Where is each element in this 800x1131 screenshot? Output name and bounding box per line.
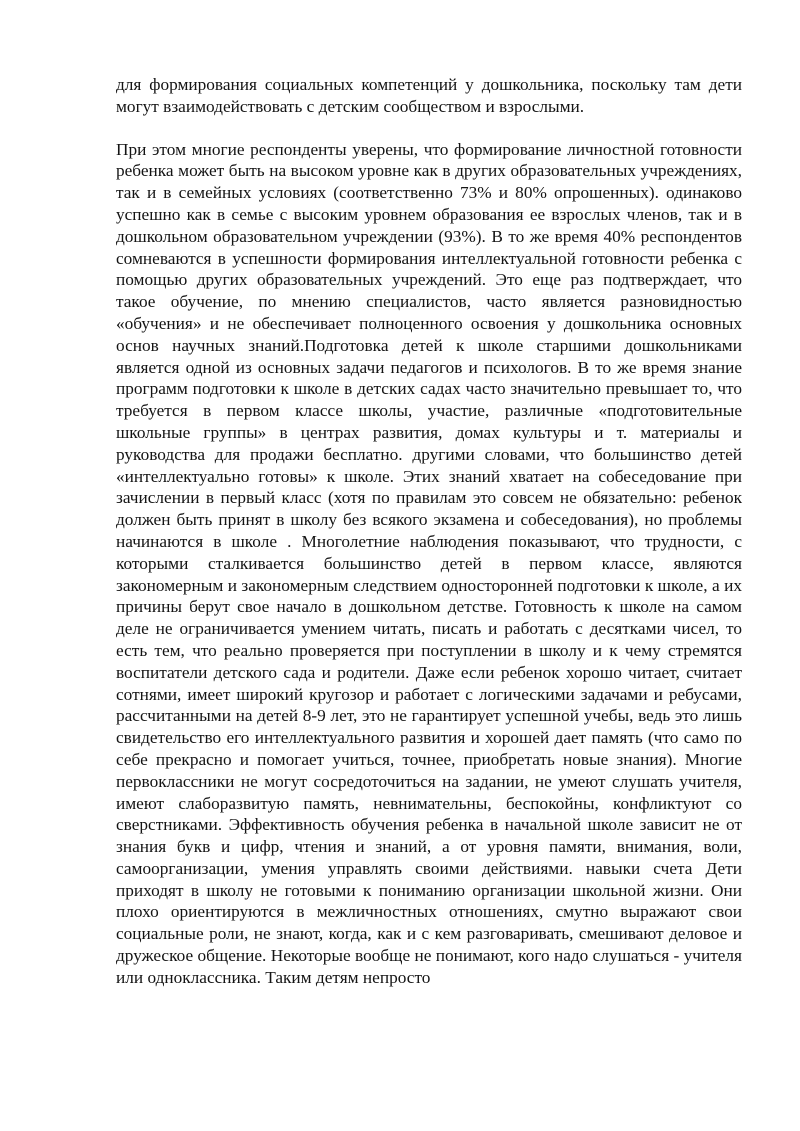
paragraph-main: При этом многие респонденты уверены, что формирование личностной готовности ребенка может быть на высоком уровне как в других образовательных учреждениях, так и в семейных условиях (соответственно 73% и 80% опрошенных). одинаково успешно как в семье с высоким уровнем образования ее взрослых членов, так и в дошкольном образовательном учреждении (93%). В то же время 40% респондентов сомневаются в успешности формирования интеллектуальной готовности ребенка с помощью других образовательных учреждений. Это еще раз подтверждает, что такое обучение, по мнению специалистов, часто является разновидностью «обучения» и не обеспечивает полноценного освоения у дошкольника основных основ научных знаний.Подготовка детей к школе старшими дошкольниками является одной из основных задачи педагогов и психологов. В то же время знание программ подготовки к школе в детских садах часто значительно превышает то, что требуется в первом классе школы, участие, различные «подготовительные школьные группы» в центрах развития, домах культуры и т. материалы и руководства для продажи бесплатно. другими словами, что большинство детей «интеллектуально готовы» к школе. Этих знаний хватает на собеседование при зачислении в первый класс (хотя по правилам это совсем не обязательно: ребенок должен быть принят в школу без всякого экзамена и собеседования), но проблемы начинаются в школе . Многолетние наблюдения показывают, что трудности, с которыми сталкивается большинство детей в первом классе, являются закономерным и закономерным следствием односторонней подготовки к школе, а их причины берут свое начало в дошкольном детстве. Готовность к школе на самом деле не ограничивается умением читать, писать и работать с десятками чисел, то есть тем, что реально проверяется при поступлении в школу и к чему стремятся воспитатели детского сада и родители. Даже если ребенок хорошо читает, считает сотнями, имеет широкий кругозор и работает с логическими задачами и ребусами, рассчитанными на детей 8-9 лет, это не гарантирует успешной учебы, ведь это лишь свидетельство его интеллектуального развития и хорошей дает память (что само по себе прекрасно и помогает учиться, точнее, приобретать новые знания). Многие первоклассники не могут сосредоточиться на задании, не умеют слушать учителя, имеют слаборазвитую память, невнимательны, беспокойны, конфликтуют со сверстниками. Эффективность обучения ребенка в начальной школе зависит не от знания букв и цифр, чтения и знаний, а от уровня памяти, внимания, воли, самоорганизации, умения управлять своими действиями. навыки счета Дети приходят в школу не готовыми к пониманию организации школьной жизни. Они плохо ориентируются в межличностных отношениях, смутно выражают свои социальные роли, не знают, когда, как и с кем разговаривать, смешивают деловое и дружеское общение. Некоторые вообще не понимают, кого надо слушаться - учителя или одноклассника. Таким детям непросто [116,139,742,987]
document-page [116,74,742,989]
paragraph-intro: для формирования социальных компетенций у дошкольника, поскольку там дети могут взаимодействовать с детским сообществом и взрослыми. [116,75,742,116]
